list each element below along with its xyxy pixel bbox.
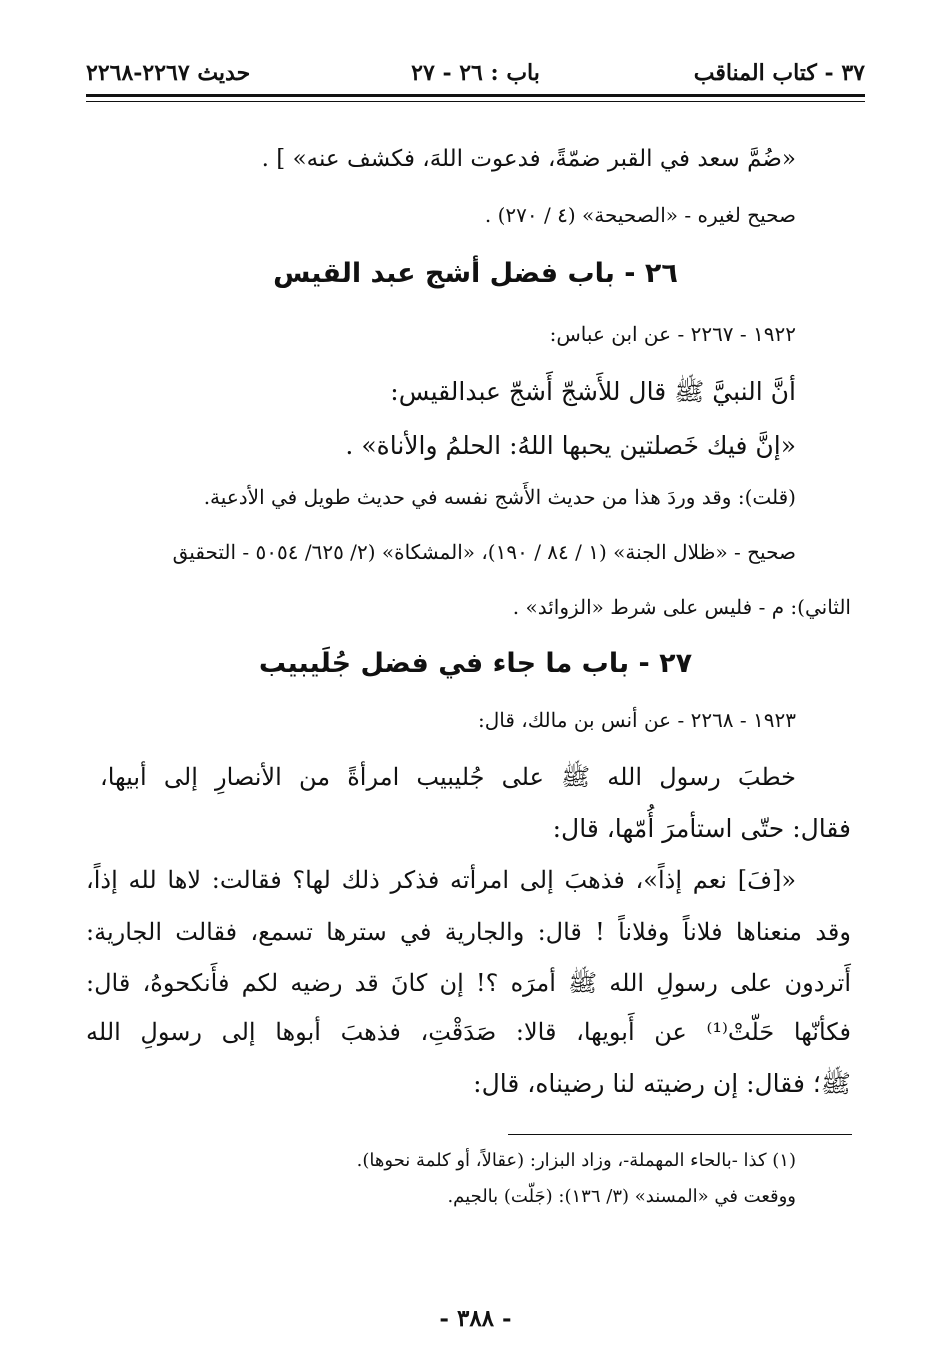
hadith-1923-line-2: فقال: حتّى استأمرَ أُمّها، قال: [552, 814, 851, 843]
header-rule-thick [86, 94, 865, 97]
hadith-1923-line-1: خطبَ رسول الله ﷺ على جُليبيب امرأةً من الأنصارِ إلى أبيها، [100, 763, 796, 791]
chapter-heading-26: ٢٦ - باب فضل أشج عبد القيس [273, 258, 678, 289]
hadith-1923-line-4: وقد منعناها فلاناً وفلاناً ! قال: والجارية في سترها تسمع، فقالت الجارية: [86, 918, 851, 946]
header-section: باب : ٢٦ - ٢٧ [411, 60, 540, 86]
hadith-1923-intro: ١٩٢٣ - ٢٢٦٨ - عن أنس بن مالك، قال: [477, 708, 796, 732]
chapter-heading-27: ٢٧ - باب ما جاء في فضل جُلَيبيب [258, 648, 693, 679]
text-line-1: «ضُمَّ سعد في القبر ضمّةً، فدعوت اللهَ، فكشف عنه» ] . [261, 146, 796, 172]
header-hadith-range: حديث ٢٢٦٧-٢٢٦٨ [86, 60, 251, 86]
hadith-1923-line-5: أَتردون على رسولِ الله ﷺ أمرَه ؟! إن كانَ قد رضيه لكم فأَنكحوهُ، قال: [86, 969, 851, 997]
page-number: - ٣٨٨ - [439, 1305, 512, 1332]
header-chapter: ٣٧ - كتاب المناقب [693, 60, 865, 86]
grading-line-1: صحيح لغيره - «الصحيحة» (٤ / ٢٧٠) . [484, 203, 796, 227]
hadith-1923-line-7: ﷺ؛ فقال: إن رضيته لنا رضيناه، قال: [473, 1069, 851, 1098]
running-header [86, 56, 865, 96]
footnote-2: ووقعت في «المسند» (٣/ ١٣٦): (جَلّت) بالجيم. [447, 1186, 796, 1207]
grading-line-2: صحيح - «ظلال الجنة» (١ / ٨٤ / ١٩٠)، «المشكاة» (٢/ ٦٢٥/ ٥٠٥٤ - التحقيق [172, 540, 796, 564]
header-rule-thin [86, 101, 865, 102]
hadith-1922-intro: ١٩٢٢ - ٢٢٦٧ - عن ابن عباس: [549, 322, 796, 346]
footnote-separator [508, 1134, 852, 1135]
grading-line-3: الثاني): م - فليس على شرط «الزوائد» . [512, 595, 851, 619]
hadith-1922-text-1: أنَّ النبيَّ ﷺ قال للأَشجّ أَشجّ عبدالقيس: [390, 377, 796, 406]
footnote-1: (١) كذا -بالحاء المهملة-، وزاد البزار: (عقالاً، أو كلمة نحوها). [356, 1150, 796, 1171]
hadith-1923-line-6: فكأنّها حَلّتْ⁽¹⁾ عن أَبويها، قالا: صَدَقْتِ، فذهبَ أبوها إلى رسولِ الله [86, 1018, 851, 1046]
note-qultu: (قلت): وقد وردَ هذا من حديث الأَشج نفسه في حديث طويل في الأدعية. [203, 485, 796, 509]
hadith-1923-line-3: «[فَ] نعم إذاً»، فذهبَ إلى امرأته فذكر ذلك لها؟ فقالت: لاها لله إذاً، [86, 866, 796, 894]
hadith-1922-text-2: «إنَّ فيك خَصلتين يحبها اللهُ: الحلمُ والأناة» . [345, 431, 796, 460]
